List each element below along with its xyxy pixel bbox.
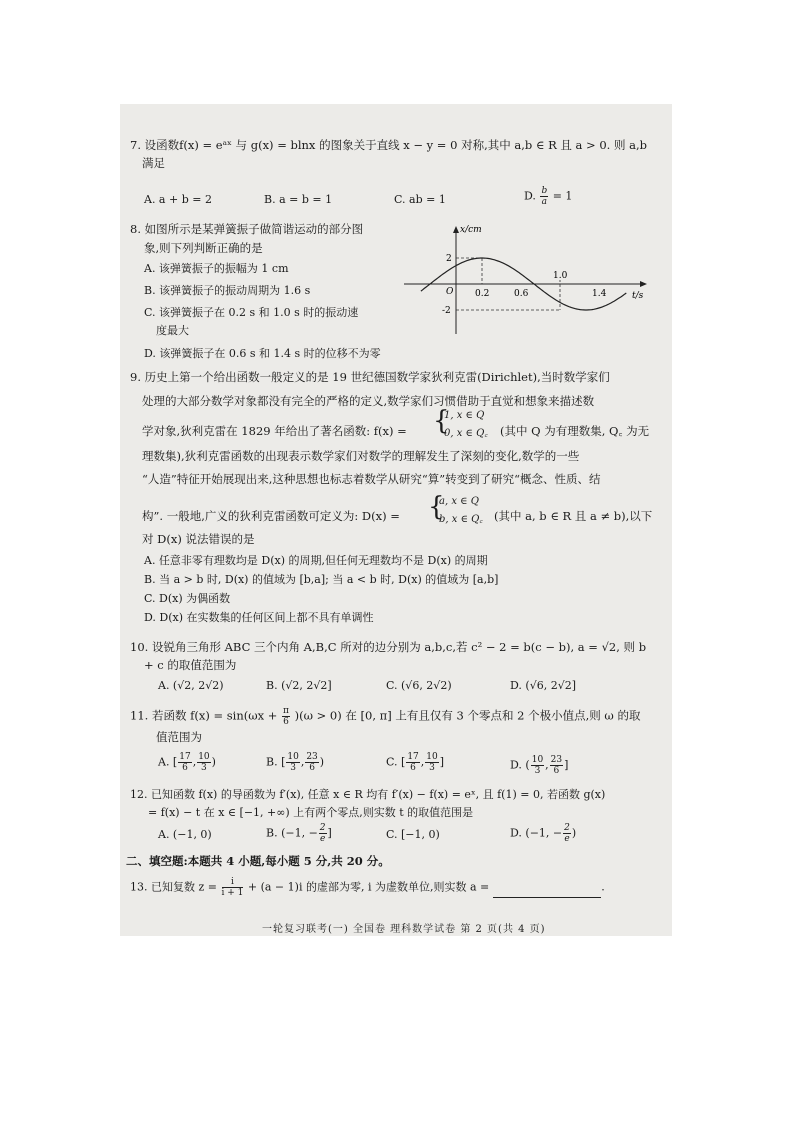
- q10-line1: 10. 设锐角三角形 ABC 三个内角 A,B,C 所对的边分别为 a,b,c,若 c² − 2 = b(c − b), a = √2, 则 b: [130, 640, 647, 654]
- q7-option-c: C. ab = 1: [394, 193, 446, 206]
- q7-stem-line2: 满足: [142, 156, 165, 170]
- q9-piecewise-brace-1: {: [433, 406, 450, 436]
- q10-option-c: C. (√6, 2√2): [386, 679, 452, 692]
- q9-piece1-case2: 0, x ∈ Q꜀: [444, 428, 488, 439]
- x-tick-1-0: 1.0: [553, 271, 568, 281]
- q12-line2: = f(x) − t 在 x ∈ [−1, +∞) 上有两个零点,则实数 t 的取值范围是: [148, 806, 474, 819]
- q8-option-d: D. 该弹簧振子在 0.6 s 和 1.4 s 时的位移不为零: [144, 347, 381, 360]
- x-tick-0-6: 0.6: [514, 289, 529, 299]
- q9-piece2-case2: b, x ∈ Q꜀: [439, 514, 483, 525]
- q8-stem-line1: 8. 如图所示是某弹簧振子做简谐运动的部分图: [130, 222, 364, 236]
- q9-line6-prefix: 构”. 一般地,广义的狄利克雷函数可定义为: D(x) =: [142, 509, 400, 523]
- q12-option-c: C. [−1, 0): [386, 828, 440, 841]
- q7-stem-line1: 7. 设函数f(x) = eᵃˣ 与 g(x) = blnx 的图象关于直线 x − y = 0 对称,其中 a,b ∈ R 且 a > 0. 则 a,b: [130, 138, 648, 152]
- page-footer: 一轮复习联考(一) 全国卷 理科数学试卷 第 2 页(共 4 页): [262, 924, 546, 935]
- q13-answer-blank: [493, 897, 601, 898]
- t-axis-label: t/s: [632, 291, 644, 301]
- q11-option-c: C. [ $\frac{17}{6}$ , $\frac{10}{3}$ ]: [386, 752, 445, 773]
- q11-option-d: D. ( $\frac{10}{3}$ , $\frac{23}{6}$ ]: [510, 755, 569, 776]
- x-tick-0-2: 0.2: [475, 289, 490, 299]
- q9-line5: “人造”特征开始展现出来,这种思想也标志着数学从研究“算”转变到了研究“概念、性质、结: [142, 472, 601, 486]
- q10-option-a: A. (√2, 2√2): [158, 679, 224, 692]
- q12-option-a: A. (−1, 0): [158, 828, 212, 841]
- q11-line1: 11. 若函数 f(x) = sin(ωx + $\frac{\pi}{6}$ )(ω > 0) 在 [0, π] 上有且仅有 3 个零点和 2 个极小值点,则 ω 的取: [130, 706, 641, 727]
- q12-option-b: B. (−1, − $\frac{2}{e}$ ]: [266, 823, 332, 844]
- q9-line1: 9. 历史上第一个给出函数一般定义的是 19 世纪德国数学家狄利克雷(Dirichlet),当时数学家们: [130, 370, 610, 384]
- origin-label: O: [446, 287, 454, 297]
- q13-line: 13. 已知复数 z = $\frac{i}{i + 1}$ + (a − 1)i 的虚部为零, i 为虚数单位,则实数 a = .: [130, 877, 605, 898]
- q9-piecewise-brace-2: {: [428, 492, 445, 522]
- q7-option-a: A. a + b = 2: [144, 193, 212, 206]
- t-axis-arrow: [640, 281, 647, 287]
- q12-option-d: D. (−1, − $\frac{2}{e}$ ): [510, 823, 577, 844]
- q9-line3-prefix: 学对象,狄利克雷在 1829 年给出了著名函数: f(x) =: [142, 424, 407, 438]
- q12-line1: 12. 已知函数 f(x) 的导函数为 f′(x), 任意 x ∈ R 均有 f′(x) − f(x) = eˣ, 且 f(1) = 0, 若函数 g(x): [130, 788, 606, 801]
- q9-line7: 对 D(x) 说法错误的是: [142, 532, 255, 546]
- q7-option-d: D. $\frac{b}{a}$ = 1: [524, 186, 573, 207]
- q9-option-a: A. 任意非零有理数均是 D(x) 的周期,但任何无理数均不是 D(x) 的周期: [144, 554, 488, 567]
- exam-page: [120, 104, 672, 936]
- q11-line2: 值范围为: [156, 730, 202, 744]
- q8-option-c-line1: C. 该弹簧振子在 0.2 s 和 1.0 s 时的振动速: [144, 306, 359, 319]
- q9-option-c: C. D(x) 为偶函数: [144, 592, 231, 605]
- section-2-heading: 二、填空题:本题共 4 小题,每小题 5 分,共 20 分。: [126, 854, 390, 868]
- q10-option-b: B. (√2, 2√2]: [266, 679, 332, 692]
- q9-piece1-case1: 1, x ∈ Q: [444, 410, 485, 421]
- q8-option-a: A. 该弹簧振子的振幅为 1 cm: [144, 262, 289, 275]
- q8-option-b: B. 该弹簧振子的振动周期为 1.6 s: [144, 284, 311, 297]
- q9-line6-suffix: (其中 a, b ∈ R 且 a ≠ b),以下: [494, 509, 653, 523]
- y-axis-label: x/cm: [460, 225, 482, 235]
- q7-option-b: B. a = b = 1: [264, 193, 333, 206]
- q9-option-b: B. 当 a > b 时, D(x) 的值域为 [b,a]; 当 a < b 时, D(x) 的值域为 [a,b]: [144, 573, 499, 586]
- q8-option-c-line2: 度最大: [156, 324, 189, 337]
- y-tick-2: 2: [446, 254, 452, 264]
- q9-line4: 理数集),狄利克雷函数的出现表示数学家们对数学的理解发生了深刻的变化,数学的一些: [142, 449, 580, 463]
- q10-line2: + c 的取值范围为: [144, 658, 237, 672]
- x-tick-1-4: 1.4: [592, 289, 607, 299]
- q10-option-d: D. (√6, 2√2]: [510, 679, 577, 692]
- q9-line2: 处理的大部分数学对象都没有完全的严格的定义,数学家们习惯借助于直觉和想象来描述数: [142, 394, 595, 408]
- y-tick-neg2: -2: [442, 306, 451, 316]
- q8-vibration-graph: [396, 222, 648, 342]
- q9-option-d: D. D(x) 在实数集的任何区间上都不具有单调性: [144, 611, 374, 624]
- q9-line3-suffix: (其中 Q 为有理数集, Q꜀ 为无: [500, 424, 650, 438]
- y-axis-arrow: [453, 226, 459, 233]
- q11-option-a: A. [ $\frac{17}{6}$ , $\frac{10}{3}$ ): [158, 752, 216, 773]
- q9-piece2-case1: a, x ∈ Q: [439, 496, 479, 507]
- q11-option-b: B. [ $\frac{10}{3}$ , $\frac{23}{6}$ ): [266, 752, 325, 773]
- q8-stem-line2: 象,则下列判断正确的是: [144, 241, 263, 255]
